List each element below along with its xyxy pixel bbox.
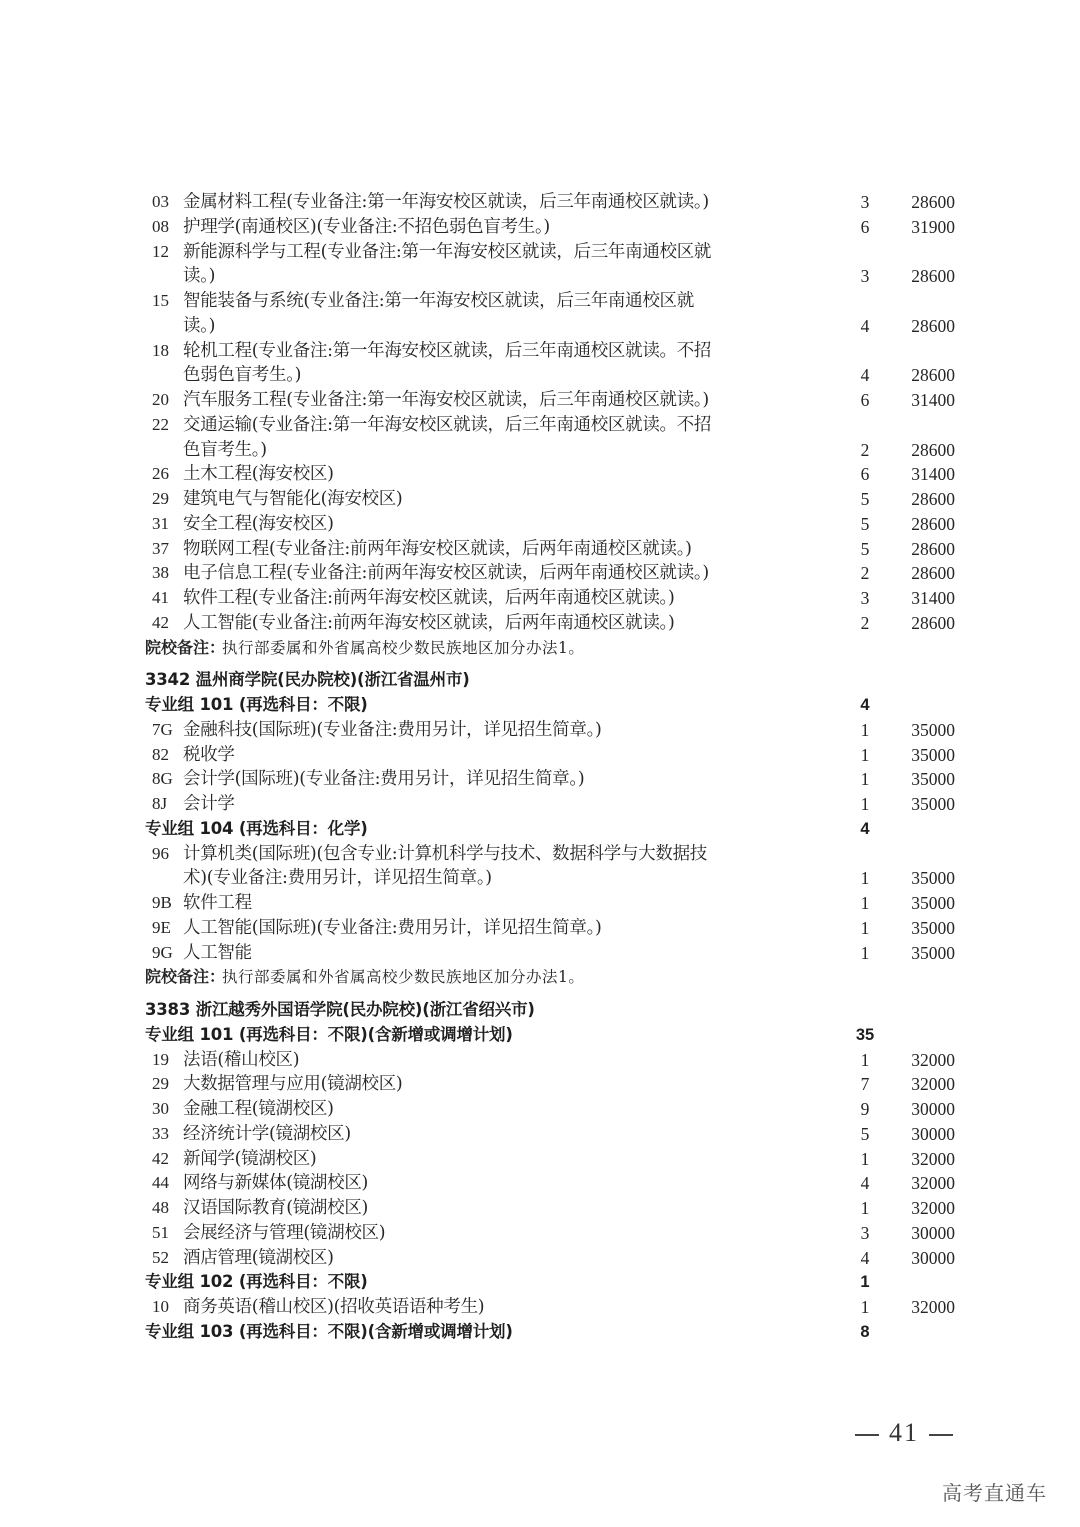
major-row: 42 新闻学(镜湖校区) 1 32000 — [152, 1148, 955, 1169]
major-row-continuation: 术)(专业备注:费用另计，详见招生简章。) 1 35000 — [183, 868, 955, 889]
school-3383 — [0, 998, 1080, 1345]
major-row: 38 电子信息工程(专业备注:前两年海安校区就读，后两年南通校区就读。) 2 28600 — [152, 563, 955, 584]
major-row: 19 法语(稽山校区) 1 32000 — [152, 1049, 955, 1070]
major-row: 52 酒店管理(镜湖校区) 4 30000 — [152, 1247, 955, 1268]
school-note: 院校备注： 执行部委属和外省属高校少数民族地区加分办法1。 — [145, 637, 585, 657]
major-row-continuation: 色盲考生。) 2 28600 — [183, 439, 955, 460]
school-partial-majors — [0, 190, 1080, 660]
major-row: 10 商务英语(稽山校区)(招收英语语种考生) 1 32000 — [152, 1297, 955, 1317]
major-row: 9G 人工智能 1 35000 — [152, 942, 955, 963]
major-row: 31 安全工程(海安校区) 5 28600 — [152, 513, 955, 534]
major-group-header: 专业组 101 (再选科目：不限)(含新增或调增计划) 35 — [145, 1024, 875, 1044]
major-row: 12 新能源科学与工程(专业备注:第一年海安校区就读，后三年南通校区就 — [152, 241, 712, 262]
major-row: 9B 软件工程 1 35000 — [152, 893, 955, 913]
major-row: 48 汉语国际教育(镜湖校区) 1 32000 — [152, 1198, 955, 1218]
major-group-header: 专业组 103 (再选科目：不限)(含新增或调增计划) 8 — [145, 1321, 870, 1341]
school-title: 3342 温州商学院(民办院校)(浙江省温州市) — [145, 670, 470, 690]
major-row: 08 护理学(南通校区)(专业备注:不招色弱色盲考生。) 6 31900 — [152, 216, 955, 237]
major-row: 44 网络与新媒体(镜湖校区) 4 32000 — [152, 1173, 955, 1194]
major-group-header: 专业组 102 (再选科目：不限) 1 — [145, 1272, 870, 1292]
document-page — [0, 190, 1080, 1345]
major-row: 82 税收学 1 35000 — [152, 744, 955, 765]
major-group-header: 专业组 104 (再选科目：化学) 4 — [145, 818, 870, 838]
major-row-continuation: 读。) 4 28600 — [183, 315, 955, 336]
major-row-continuation: 读。) 3 28600 — [183, 266, 955, 287]
dash-decoration — [929, 1434, 953, 1436]
major-row: 29 大数据管理与应用(镜湖校区) 7 32000 — [152, 1074, 955, 1095]
school-title: 3383 浙江越秀外国语学院(民办院校)(浙江省绍兴市) — [145, 1000, 535, 1019]
major-row: 41 软件工程(专业备注:前两年海安校区就读，后两年南通校区就读。) 3 31400 — [152, 588, 955, 608]
major-group-header: 专业组 101 (再选科目：不限) 4 — [145, 695, 870, 714]
major-row: 51 会展经济与管理(镜湖校区) 3 30000 — [152, 1222, 955, 1243]
school-note: 院校备注： 执行部委属和外省属高校少数民族地区加分办法1。 — [145, 967, 585, 987]
major-row: 33 经济统计学(镜湖校区) 5 30000 — [152, 1123, 955, 1144]
major-row: 26 土木工程(海安校区) 6 31400 — [152, 464, 955, 485]
major-row: 7G 金融科技(国际班)(专业备注:费用另计，详见招生简章。) 1 35000 — [152, 719, 955, 740]
major-row: 20 汽车服务工程(专业备注:第一年海安校区就读，后三年南通校区就读。) 6 31400 — [152, 390, 955, 410]
major-row: 30 金融工程(镜湖校区) 9 30000 — [152, 1099, 955, 1119]
major-row: 15 智能装备与系统(专业备注:第一年海安校区就读，后三年南通校区就 — [152, 291, 694, 311]
major-row: 9E 人工智能(国际班)(专业备注:费用另计，详见招生简章。) 1 35000 — [152, 917, 955, 938]
major-row-continuation: 色弱色盲考生。) 4 28600 — [183, 365, 955, 386]
major-row: 37 物联网工程(专业备注:前两年海安校区就读，后两年南通校区就读。) 5 28600 — [152, 538, 955, 559]
school-3342 — [0, 668, 1080, 990]
major-row: 8J 会计学 1 35000 — [152, 794, 955, 814]
source-watermark: 高考直通车 — [942, 1481, 1047, 1505]
major-row: 8G 会计学(国际班)(专业备注:费用另计，详见招生简章。) 1 35000 — [152, 769, 955, 790]
major-row: 96 计算机类(国际班)(包含专业:计算机科学与技术、数据科学与大数据技 — [152, 843, 707, 864]
major-row: 22 交通运输(专业备注:第一年海安校区就读，后三年南通校区就读。不招 — [152, 414, 712, 435]
major-row: 03 金属材料工程(专业备注:第一年海安校区就读，后三年南通校区就读。) 3 28600 — [152, 192, 955, 212]
major-row: 42 人工智能(专业备注:前两年海安校区就读，后两年南通校区就读。) 2 28600 — [152, 612, 955, 633]
major-row: 18 轮机工程(专业备注:第一年海安校区就读，后三年南通校区就读。不招 — [152, 340, 712, 361]
major-row: 29 建筑电气与智能化(海安校区) 5 28600 — [152, 489, 955, 509]
page-number: 41 — [845, 1418, 963, 1448]
dash-decoration — [855, 1434, 879, 1436]
